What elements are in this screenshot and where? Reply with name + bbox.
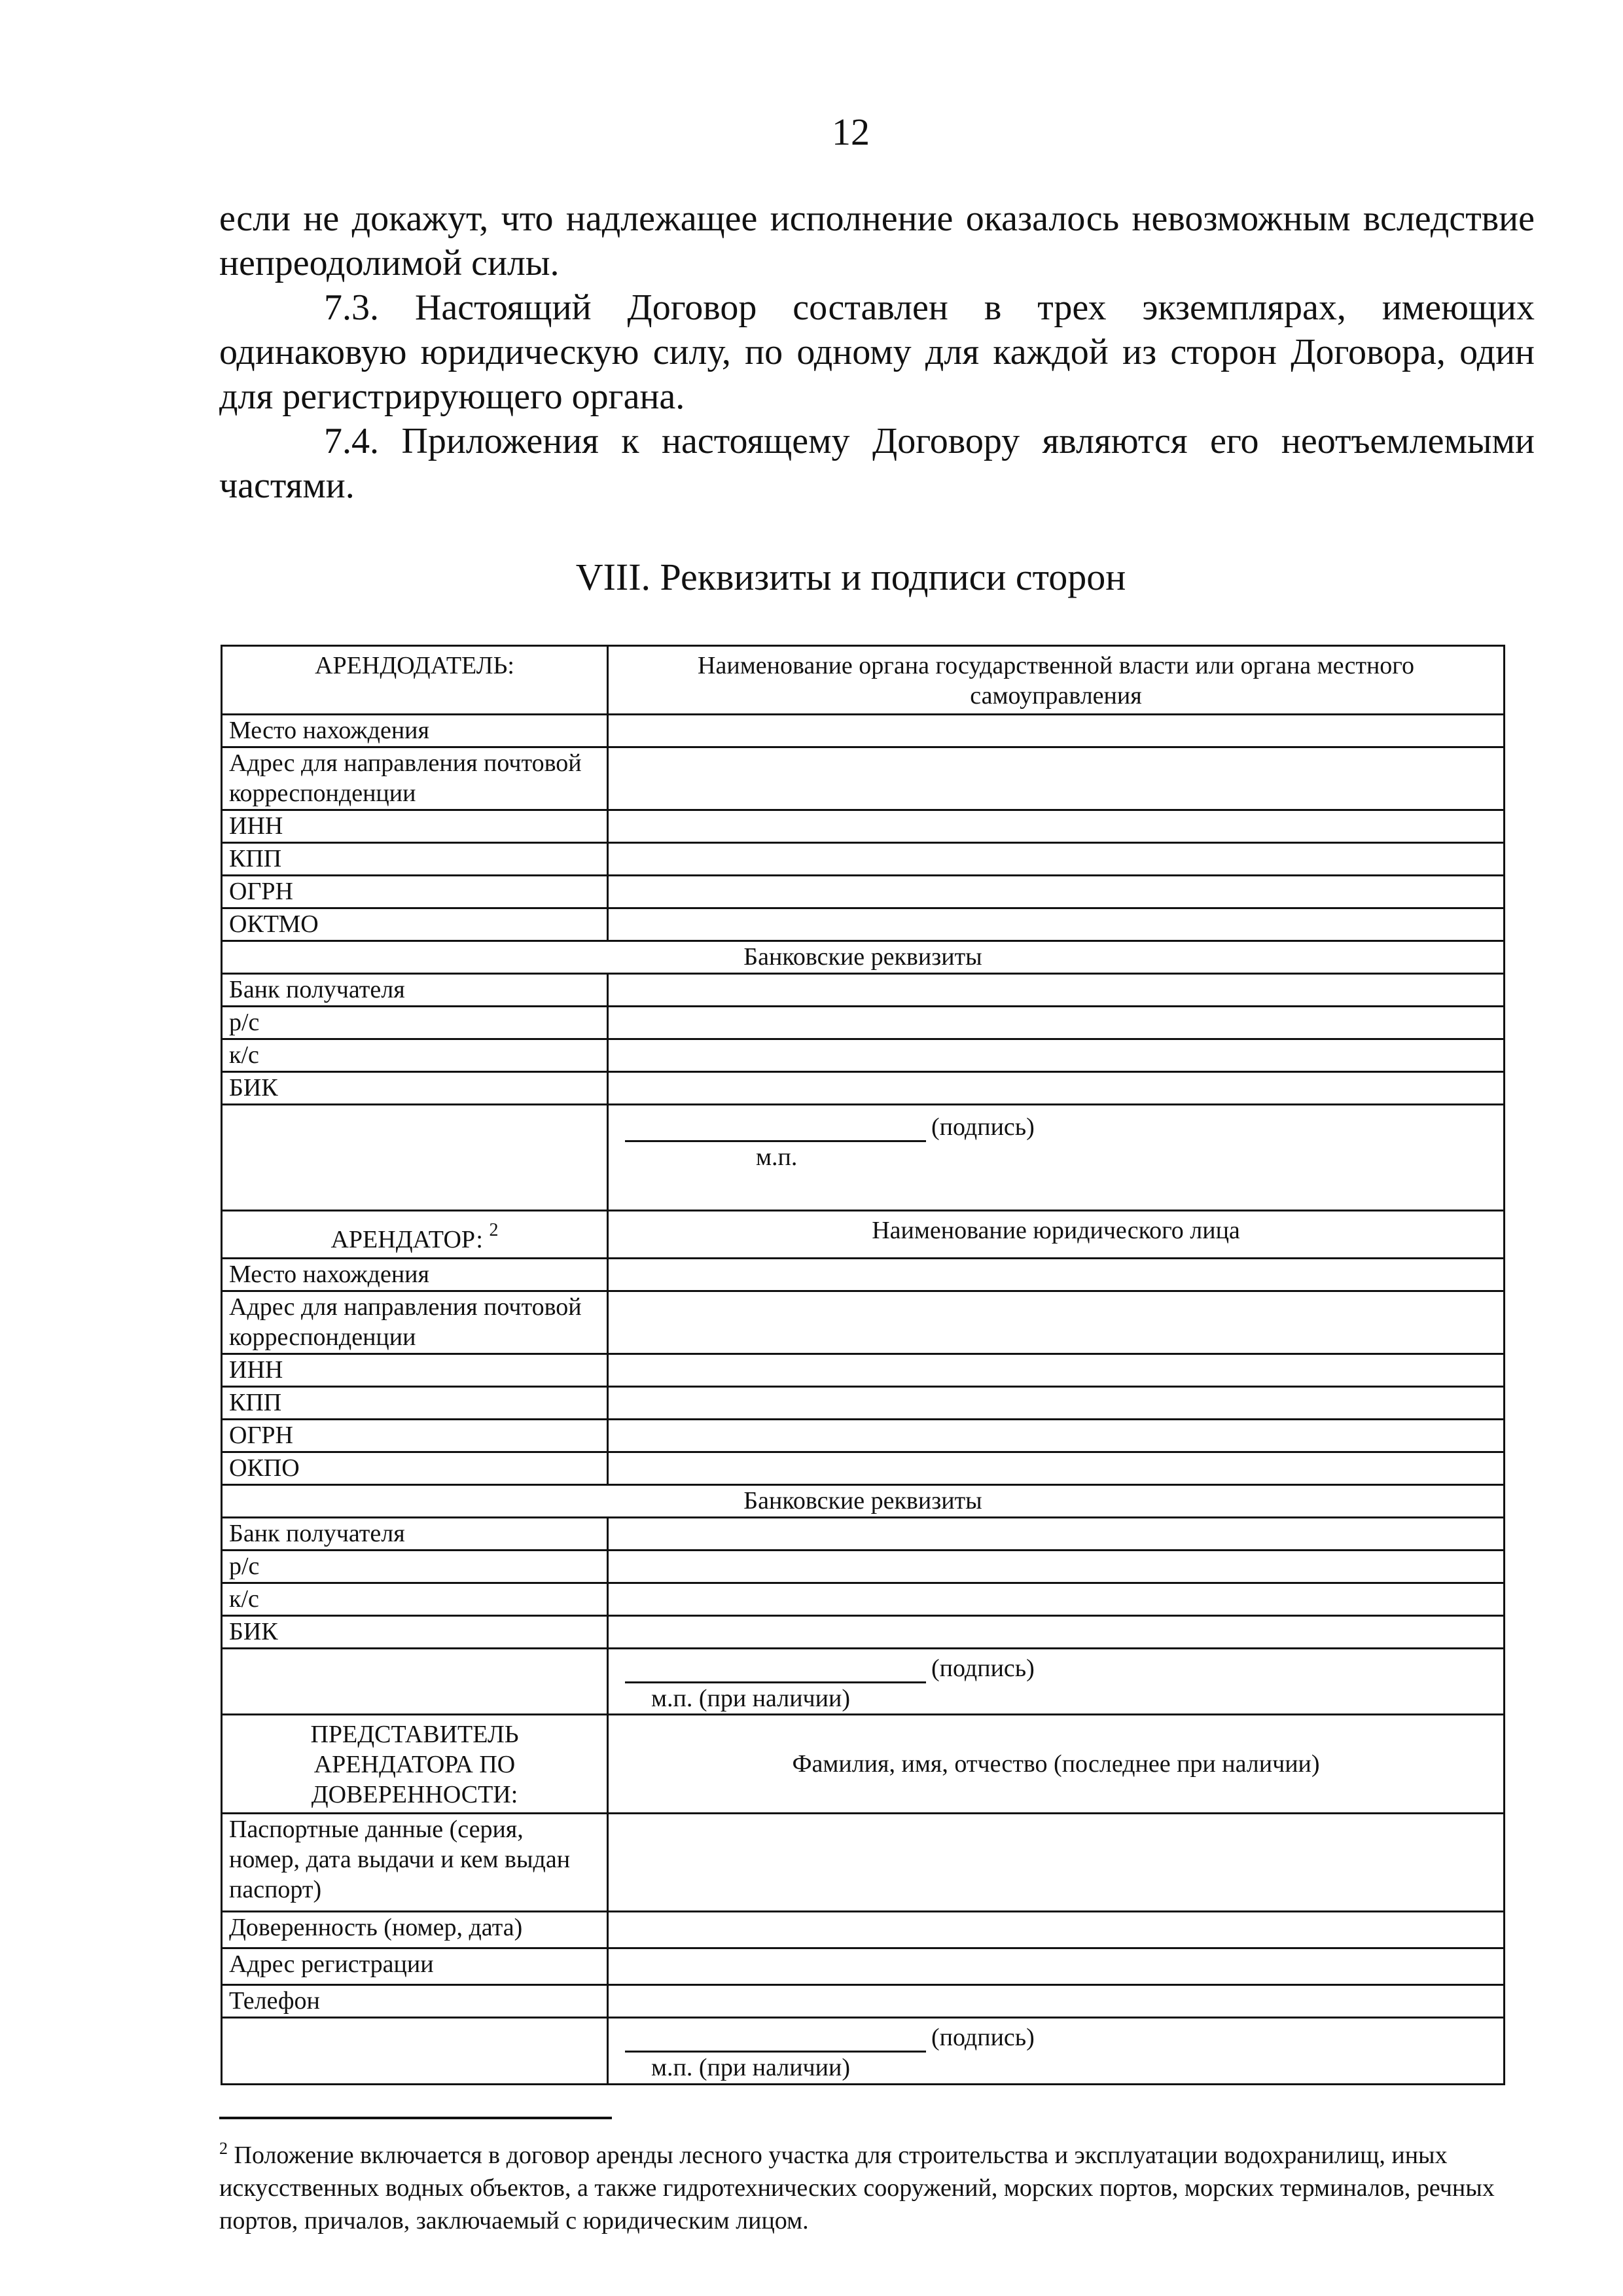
lessee-field-label: КПП — [222, 1387, 608, 1420]
lessee-label-cell — [222, 1211, 608, 1259]
lessor-bank-label: БИК — [222, 1072, 608, 1105]
lessor-field-value[interactable] — [608, 843, 1505, 876]
lessor-field-label: ОКТМО — [222, 908, 608, 941]
lessee-field-value[interactable] — [608, 1259, 1505, 1291]
footnote — [219, 2132, 1535, 2237]
lessee-field-value[interactable] — [608, 1354, 1505, 1387]
signature-label: (подпись) — [931, 1655, 1035, 1682]
representative-field-label: Доверенность (номер, дата) — [222, 1912, 608, 1948]
lessor-field-value[interactable] — [608, 747, 1505, 810]
representative-label: ПРЕДСТАВИТЕЛЬ АРЕНДАТОРА ПО ДОВЕРЕННОСТИ: — [222, 1715, 608, 1814]
footnote-number: 2 — [219, 2139, 228, 2158]
representative-field-value[interactable] — [608, 1814, 1505, 1912]
lessee-field-value[interactable] — [608, 1291, 1505, 1354]
stamp-label: м.п. — [756, 1143, 798, 1171]
lessee-field-value[interactable] — [608, 1420, 1505, 1452]
lessor-bank-label: к/с — [222, 1039, 608, 1072]
lessor-field-label: Адрес для направления почтовой корреспонденции — [222, 747, 608, 810]
representative-field-value[interactable] — [608, 1912, 1505, 1948]
signature-line[interactable] — [625, 1114, 926, 1142]
signature-label: (подпись) — [931, 2024, 1035, 2051]
lessee-bank-label: р/с — [222, 1551, 608, 1583]
lessee-field-label: ИНН — [222, 1354, 608, 1387]
lessor-bank-value[interactable] — [608, 1007, 1505, 1039]
representative-signature-block — [608, 2018, 1505, 2085]
page-number: 12 — [832, 111, 870, 153]
stamp-label: м.п. (при наличии) — [651, 1685, 850, 1712]
lessor-field-value[interactable] — [608, 908, 1505, 941]
footnote-separator — [219, 2117, 612, 2119]
contract-text — [219, 196, 1535, 508]
requisites-table — [221, 645, 1505, 2085]
lessee-bank-heading: Банковские реквизиты — [222, 1485, 1505, 1518]
lessor-bank-label: Банк получателя — [222, 974, 608, 1007]
signature-label: (подпись) — [931, 1113, 1035, 1141]
representative-field-label: Телефон — [222, 1985, 608, 2018]
lessor-bank-heading: Банковские реквизиты — [222, 941, 1505, 974]
signature-line[interactable] — [625, 2024, 926, 2053]
lessor-field-label: ИНН — [222, 810, 608, 843]
footnote-ref: 2 — [489, 1220, 499, 1240]
stamp-label: м.п. (при наличии) — [651, 2054, 850, 2081]
lessee-signature-block — [608, 1649, 1505, 1715]
representative-name-caption: Фамилия, имя, отчество (последнее при наличии) — [608, 1715, 1505, 1814]
section-title: VIII. Реквизиты и подписи сторон — [575, 556, 1126, 598]
representative-signature-blank — [222, 2018, 608, 2085]
lessor-field-label: Место нахождения — [222, 715, 608, 747]
lessor-bank-label: р/с — [222, 1007, 608, 1039]
lessee-bank-value[interactable] — [608, 1583, 1505, 1616]
lessor-signature-block — [608, 1105, 1505, 1211]
lessee-name-caption: Наименование юридического лица — [608, 1211, 1505, 1259]
lessee-field-label: Адрес для направления почтовой корреспонденции — [222, 1291, 608, 1354]
lessee-field-label: Место нахождения — [222, 1259, 608, 1291]
lessee-bank-label: БИК — [222, 1616, 608, 1649]
lessee-bank-label: Банк получателя — [222, 1518, 608, 1551]
lessee-bank-label: к/с — [222, 1583, 608, 1616]
lessee-bank-value[interactable] — [608, 1551, 1505, 1583]
lessee-bank-value[interactable] — [608, 1518, 1505, 1551]
lessee-field-label: ОГРН — [222, 1420, 608, 1452]
paragraph-7-3: 7.3. Настоящий Договор составлен в трех экземплярах, имеющих одинаковую юридическую силу, по одному для каждой из сторон Договора, один для регистрирующего органа. — [219, 287, 1535, 417]
footnote-text: Положение включается в договор аренды лесного участка для строительства и эксплуатации водохранилищ, иных искусственных водных объектов, а также гидротехнических сооружений, морских портов, морских терминалов, речных портов, причалов, заключаемый с юридическим лицом. — [219, 2142, 1495, 2234]
representative-field-value[interactable] — [608, 1948, 1505, 1985]
lessor-bank-value[interactable] — [608, 1039, 1505, 1072]
lessor-field-value[interactable] — [608, 715, 1505, 747]
lessor-field-value[interactable] — [608, 876, 1505, 908]
representative-field-label: Паспортные данные (серия, номер, дата выдачи и кем выдан паспорт) — [222, 1814, 608, 1912]
representative-field-value[interactable] — [608, 1985, 1505, 2018]
representative-field-label: Адрес регистрации — [222, 1948, 608, 1985]
lessee-label: АРЕНДАТОР: — [330, 1226, 483, 1253]
lessee-bank-value[interactable] — [608, 1616, 1505, 1649]
lessor-label: АРЕНДОДАТЕЛЬ: — [222, 646, 608, 715]
paragraph-7-4: 7.4. Приложения к настоящему Договору являются его неотъемлемыми частями. — [219, 421, 1535, 506]
lessor-name-caption: Наименование органа государственной власти или органа местного самоуправления — [608, 646, 1505, 715]
lessor-field-label: КПП — [222, 843, 608, 876]
lessor-field-label: ОГРН — [222, 876, 608, 908]
lessee-field-value[interactable] — [608, 1452, 1505, 1485]
lessor-field-value[interactable] — [608, 810, 1505, 843]
lessee-field-value[interactable] — [608, 1387, 1505, 1420]
lessor-signature-blank — [222, 1105, 608, 1211]
lessee-signature-blank — [222, 1649, 608, 1715]
signature-line[interactable] — [625, 1655, 926, 1683]
lessor-bank-value[interactable] — [608, 974, 1505, 1007]
lessee-field-label: ОКПО — [222, 1452, 608, 1485]
lessor-bank-value[interactable] — [608, 1072, 1505, 1105]
paragraph-continuation: если не докажут, что надлежащее исполнение оказалось невозможным вследствие непреодолимой силы. — [219, 198, 1535, 283]
